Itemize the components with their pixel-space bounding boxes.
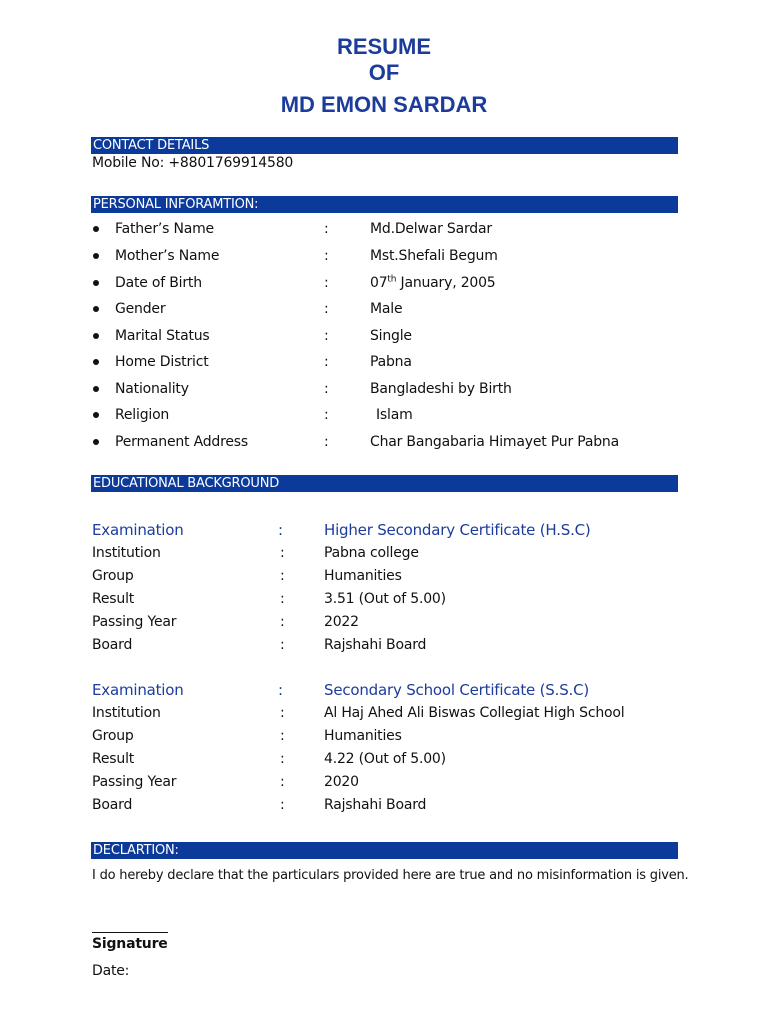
signature-line <box>92 932 168 933</box>
hsc-group-value: Humanities <box>324 568 402 584</box>
bullet-icon <box>93 412 99 418</box>
father-name-label: Father’s Name <box>115 221 214 237</box>
ssc-exam-value: Secondary School Certificate (S.S.C) <box>324 681 590 699</box>
date-label: Date: <box>92 963 130 979</box>
bullet-icon <box>93 253 99 259</box>
hsc-institution-label: Institution <box>92 545 161 561</box>
dob-suffix: th <box>387 274 397 285</box>
hsc-board-value: Rajshahi Board <box>324 637 427 653</box>
colon: : <box>278 521 283 539</box>
bullet-icon <box>93 359 99 365</box>
hsc-passing-year-label: Passing Year <box>92 614 177 630</box>
bullet-icon <box>93 386 99 392</box>
applicant-name: MD EMON SARDAR <box>280 92 488 117</box>
permanent-address-label: Permanent Address <box>115 434 248 450</box>
colon: : <box>324 354 329 370</box>
hsc-result-value: 3.51 (Out of 5.00) <box>324 591 446 607</box>
bullet-icon <box>93 226 99 232</box>
nationality-value: Bangladeshi by Birth <box>370 381 512 397</box>
colon: : <box>280 705 285 721</box>
colon: : <box>280 614 285 630</box>
mother-name-label: Mother’s Name <box>115 248 220 264</box>
dob-label: Date of Birth <box>115 275 202 291</box>
colon: : <box>280 637 285 653</box>
declaration-heading: DECLARTION: <box>91 842 678 859</box>
ssc-board-value: Rajshahi Board <box>324 797 427 813</box>
colon: : <box>280 797 285 813</box>
ssc-group-value: Humanities <box>324 728 402 744</box>
ssc-passing-year-value: 2020 <box>324 774 359 790</box>
home-district-value: Pabna <box>370 354 412 370</box>
colon: : <box>324 275 329 291</box>
colon: : <box>280 728 285 744</box>
colon: : <box>324 328 329 344</box>
hsc-exam-label: Examination <box>92 521 184 539</box>
ssc-passing-year-label: Passing Year <box>92 774 177 790</box>
bullet-icon <box>93 280 99 286</box>
ssc-result-label: Result <box>92 751 135 767</box>
hsc-board-label: Board <box>92 637 133 653</box>
permanent-address-value: Char Bangabaria Himayet Pur Pabna <box>370 434 619 450</box>
colon: : <box>280 591 285 607</box>
colon: : <box>324 301 329 317</box>
colon: : <box>278 681 283 699</box>
hsc-result-label: Result <box>92 591 135 607</box>
mother-name-value: Mst.Shefali Begum <box>370 248 498 264</box>
colon: : <box>280 568 285 584</box>
hsc-exam-value: Higher Secondary Certificate (H.S.C) <box>324 521 591 539</box>
colon: : <box>280 545 285 561</box>
bullet-icon <box>93 333 99 339</box>
hsc-passing-year-value: 2022 <box>324 614 359 630</box>
nationality-label: Nationality <box>115 381 189 397</box>
religion-label: Religion <box>115 407 170 423</box>
ssc-board-label: Board <box>92 797 133 813</box>
resume-title-of: OF <box>368 60 400 85</box>
colon: : <box>324 434 329 450</box>
hsc-institution-value: Pabna college <box>324 545 419 561</box>
educational-background-heading: EDUCATIONAL BACKGROUND <box>91 475 678 492</box>
declaration-text: I do hereby declare that the particulars provided here are true and no misinformation is given. <box>92 868 689 883</box>
resume-title: RESUME <box>336 34 432 59</box>
bullet-icon <box>93 306 99 312</box>
mobile-number: Mobile No: +8801769914580 <box>92 155 294 171</box>
dob-value <box>370 274 496 292</box>
colon: : <box>324 381 329 397</box>
home-district-label: Home District <box>115 354 209 370</box>
hsc-group-label: Group <box>92 568 134 584</box>
dob-day: 07 <box>370 275 388 291</box>
signature-label: Signature <box>92 936 168 952</box>
father-name-value: Md.Delwar Sardar <box>370 221 492 237</box>
ssc-institution-value: Al Haj Ahed Ali Biswas Collegiat High School <box>324 705 625 721</box>
colon: : <box>324 248 329 264</box>
religion-value: Islam <box>376 407 413 423</box>
ssc-group-label: Group <box>92 728 134 744</box>
ssc-institution-label: Institution <box>92 705 161 721</box>
colon: : <box>280 774 285 790</box>
dob-month-year: January, 2005 <box>396 275 496 291</box>
marital-status-label: Marital Status <box>115 328 210 344</box>
gender-label: Gender <box>115 301 166 317</box>
ssc-exam-label: Examination <box>92 681 184 699</box>
colon: : <box>280 751 285 767</box>
colon: : <box>324 407 329 423</box>
bullet-icon <box>93 439 99 445</box>
ssc-result-value: 4.22 (Out of 5.00) <box>324 751 446 767</box>
colon: : <box>324 221 329 237</box>
contact-details-heading: CONTACT DETAILS <box>91 137 678 154</box>
marital-status-value: Single <box>370 328 412 344</box>
personal-information-heading: PERSONAL INFORAMTION: <box>91 196 678 213</box>
gender-value: Male <box>370 301 403 317</box>
